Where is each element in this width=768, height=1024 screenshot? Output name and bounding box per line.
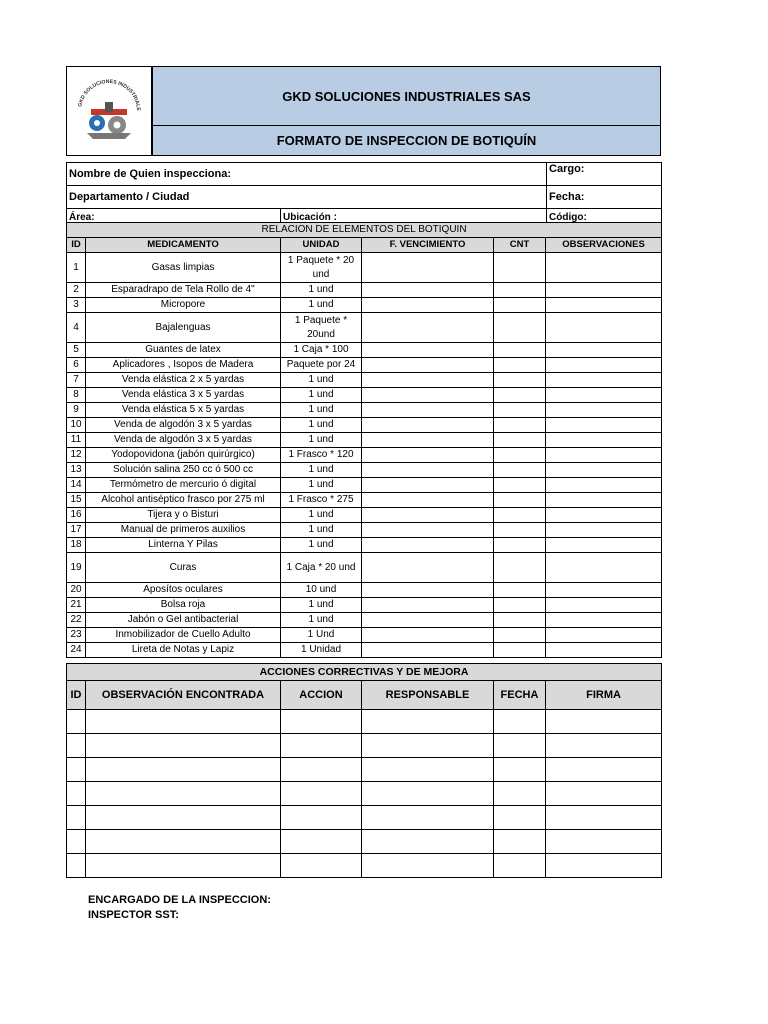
item-count-cell[interactable]: [494, 598, 546, 613]
item-id: 6: [67, 358, 86, 373]
kit-items-table: [66, 222, 662, 658]
item-id: 5: [67, 343, 86, 358]
action-cell[interactable]: [281, 806, 362, 830]
item-name: Alcohol antiséptico frasco por 275 ml: [86, 493, 281, 508]
action-cell[interactable]: [494, 830, 546, 854]
fecha-label: Fecha:: [549, 191, 585, 203]
item-count-cell[interactable]: [494, 613, 546, 628]
corrective-actions-table: [66, 663, 662, 878]
item-expiry-cell[interactable]: [362, 373, 494, 388]
item-name: Inmobilizador de Cuello Adulto: [86, 628, 281, 643]
item-observation-cell[interactable]: [546, 403, 662, 418]
item-count-cell[interactable]: [494, 373, 546, 388]
item-name: Venda elástica 5 x 5 yardas: [86, 403, 281, 418]
item-unit: 1 Caja * 20 und: [281, 553, 362, 583]
action-cell[interactable]: [546, 830, 662, 854]
item-count-cell[interactable]: [494, 538, 546, 553]
svg-text:GKD SOLUCIONES INDUSTRIALES S.: [67, 67, 141, 112]
actions-col-observacion: OBSERVACIÓN ENCONTRADA: [86, 681, 281, 710]
item-id: 17: [67, 523, 86, 538]
item-expiry-cell[interactable]: [362, 598, 494, 613]
item-observation-cell[interactable]: [546, 313, 662, 343]
item-expiry-cell[interactable]: [362, 403, 494, 418]
item-unit: 1 und: [281, 598, 362, 613]
item-name: Gasas limpias: [86, 253, 281, 283]
table-row: [67, 448, 662, 463]
cargo-field[interactable]: [547, 163, 662, 186]
item-name: Lireta de Notas y Lapiz: [86, 643, 281, 658]
item-name: Manual de primeros auxilios: [86, 523, 281, 538]
item-unit: 1 Frasco * 120: [281, 448, 362, 463]
inspector-name-field[interactable]: [67, 163, 547, 186]
item-unit: 1 Paquete * 20 und: [281, 253, 362, 283]
item-id: 12: [67, 448, 86, 463]
action-cell[interactable]: [86, 782, 281, 806]
table-row: [67, 643, 662, 658]
actions-col-id: ID: [67, 681, 86, 710]
actions-col-fecha: FECHA: [494, 681, 546, 710]
ubicacion-label: Ubicación :: [283, 211, 337, 223]
col-header-unidad: UNIDAD: [281, 238, 362, 253]
action-cell[interactable]: [86, 806, 281, 830]
action-cell[interactable]: [281, 758, 362, 782]
item-id: 21: [67, 598, 86, 613]
item-unit: 1 und: [281, 403, 362, 418]
item-expiry-cell[interactable]: [362, 283, 494, 298]
col-header-medicamento: MEDICAMENTO: [86, 238, 281, 253]
company-name: GKD SOLUCIONES INDUSTRIALES SAS: [153, 67, 660, 126]
item-count-cell[interactable]: [494, 628, 546, 643]
item-count-cell[interactable]: [494, 478, 546, 493]
item-count-cell[interactable]: [494, 298, 546, 313]
action-cell[interactable]: [281, 854, 362, 878]
action-cell[interactable]: [494, 758, 546, 782]
item-name: Micropore: [86, 298, 281, 313]
table-row: [67, 523, 662, 538]
item-id: 10: [67, 418, 86, 433]
action-cell[interactable]: [362, 854, 494, 878]
table-row: [67, 538, 662, 553]
item-name: Bolsa roja: [86, 598, 281, 613]
table-row: [67, 493, 662, 508]
table-row: [67, 598, 662, 613]
item-id: 9: [67, 403, 86, 418]
item-count-cell[interactable]: [494, 283, 546, 298]
item-unit: 1 und: [281, 613, 362, 628]
item-expiry-cell[interactable]: [362, 388, 494, 403]
item-id: 3: [67, 298, 86, 313]
action-cell[interactable]: [86, 734, 281, 758]
item-expiry-cell[interactable]: [362, 493, 494, 508]
action-cell[interactable]: [86, 854, 281, 878]
table-row: [67, 313, 662, 343]
item-id: 22: [67, 613, 86, 628]
action-cell[interactable]: [281, 782, 362, 806]
item-observation-cell[interactable]: [546, 523, 662, 538]
item-unit: 1 Unidad: [281, 643, 362, 658]
item-observation-cell[interactable]: [546, 553, 662, 583]
items-section-title: RELACION DE ELEMENTOS DEL BOTIQUIN: [67, 223, 662, 238]
fecha-field[interactable]: [547, 186, 662, 209]
col-header-observaciones: OBSERVACIONES: [546, 238, 662, 253]
action-cell[interactable]: [546, 758, 662, 782]
item-expiry-cell[interactable]: [362, 448, 494, 463]
table-row: [67, 358, 662, 373]
item-expiry-cell[interactable]: [362, 418, 494, 433]
item-unit: 1 und: [281, 478, 362, 493]
item-observation-cell[interactable]: [546, 358, 662, 373]
actions-col-responsable: RESPONSABLE: [362, 681, 494, 710]
action-cell[interactable]: [494, 806, 546, 830]
actions-section-title: ACCIONES CORRECTIVAS Y DE MEJORA: [67, 664, 662, 681]
item-unit: 10 und: [281, 583, 362, 598]
item-name: Venda de algodón 3 x 5 yardas: [86, 418, 281, 433]
item-count-cell[interactable]: [494, 448, 546, 463]
company-logo: [67, 67, 151, 155]
action-cell[interactable]: [67, 710, 86, 734]
item-observation-cell[interactable]: [546, 298, 662, 313]
table-row: [67, 298, 662, 313]
action-cell[interactable]: [546, 710, 662, 734]
department-label: Departamento / Ciudad: [69, 191, 190, 203]
item-unit: 1 und: [281, 418, 362, 433]
item-id: 4: [67, 313, 86, 343]
item-name: Aplicadores , Isopos de Madera: [86, 358, 281, 373]
item-unit: 1 und: [281, 283, 362, 298]
item-observation-cell[interactable]: [546, 253, 662, 283]
table-row: [67, 583, 662, 598]
action-cell[interactable]: [546, 854, 662, 878]
item-count-cell[interactable]: [494, 508, 546, 523]
action-cell[interactable]: [362, 710, 494, 734]
item-count-cell[interactable]: [494, 463, 546, 478]
item-observation-cell[interactable]: [546, 493, 662, 508]
table-row: [67, 734, 662, 758]
item-unit: 1 und: [281, 298, 362, 313]
table-row: [67, 283, 662, 298]
action-cell[interactable]: [86, 830, 281, 854]
actions-col-accion: ACCION: [281, 681, 362, 710]
item-expiry-cell[interactable]: [362, 478, 494, 493]
table-row: [67, 553, 662, 583]
item-name: Tijera y o Bisturi: [86, 508, 281, 523]
item-unit: 1 und: [281, 463, 362, 478]
action-cell[interactable]: [494, 782, 546, 806]
table-row: [67, 830, 662, 854]
inspection-info-table: [66, 162, 662, 226]
item-expiry-cell[interactable]: [362, 643, 494, 658]
item-count-cell[interactable]: [494, 553, 546, 583]
item-expiry-cell[interactable]: [362, 583, 494, 598]
item-count-cell[interactable]: [494, 253, 546, 283]
action-cell[interactable]: [362, 758, 494, 782]
item-expiry-cell[interactable]: [362, 253, 494, 283]
col-header-id: ID: [67, 238, 86, 253]
item-name: Venda elástica 2 x 5 yardas: [86, 373, 281, 388]
item-id: 14: [67, 478, 86, 493]
item-id: 16: [67, 508, 86, 523]
item-expiry-cell[interactable]: [362, 508, 494, 523]
action-cell[interactable]: [281, 830, 362, 854]
action-cell[interactable]: [281, 734, 362, 758]
table-row: [67, 782, 662, 806]
item-unit: Paquete por 24: [281, 358, 362, 373]
item-id: 20: [67, 583, 86, 598]
encargado-label: ENCARGADO DE LA INSPECCION:: [88, 894, 271, 906]
item-id: 23: [67, 628, 86, 643]
cargo-label: Cargo:: [549, 163, 585, 175]
item-count-cell[interactable]: [494, 583, 546, 598]
item-id: 19: [67, 553, 86, 583]
inspector-sst-label: INSPECTOR SST:: [88, 909, 179, 921]
action-cell[interactable]: [281, 710, 362, 734]
item-count-cell[interactable]: [494, 433, 546, 448]
item-unit: 1 Und: [281, 628, 362, 643]
item-id: 8: [67, 388, 86, 403]
logo-text: GKD SOLUCIONES INDUSTRIALE: [77, 78, 142, 112]
signature-block: [88, 893, 271, 923]
table-row: [67, 418, 662, 433]
item-observation-cell[interactable]: [546, 508, 662, 523]
action-cell[interactable]: [67, 806, 86, 830]
item-observation-cell[interactable]: [546, 418, 662, 433]
action-cell[interactable]: [67, 734, 86, 758]
codigo-label: Código:: [549, 211, 587, 223]
form-title: FORMATO DE INSPECCION DE BOTIQUÍN: [153, 126, 660, 155]
item-expiry-cell[interactable]: [362, 553, 494, 583]
items-column-headers: [67, 238, 662, 253]
item-observation-cell[interactable]: [546, 538, 662, 553]
item-expiry-cell[interactable]: [362, 538, 494, 553]
item-id: 11: [67, 433, 86, 448]
action-cell[interactable]: [494, 710, 546, 734]
action-cell[interactable]: [67, 758, 86, 782]
table-row: [67, 463, 662, 478]
item-expiry-cell[interactable]: [362, 523, 494, 538]
item-observation-cell[interactable]: [546, 343, 662, 358]
item-name: Venda elástica 3 x 5 yardas: [86, 388, 281, 403]
table-row: [67, 758, 662, 782]
item-id: 24: [67, 643, 86, 658]
action-cell[interactable]: [494, 854, 546, 878]
table-row: [67, 388, 662, 403]
item-expiry-cell[interactable]: [362, 613, 494, 628]
item-id: 1: [67, 253, 86, 283]
item-observation-cell[interactable]: [546, 388, 662, 403]
item-name: Guantes de latex: [86, 343, 281, 358]
item-observation-cell[interactable]: [546, 373, 662, 388]
item-expiry-cell[interactable]: [362, 628, 494, 643]
item-unit: 1 und: [281, 373, 362, 388]
item-id: 2: [67, 283, 86, 298]
table-row: [67, 710, 662, 734]
item-count-cell[interactable]: [494, 523, 546, 538]
item-id: 18: [67, 538, 86, 553]
action-cell[interactable]: [546, 734, 662, 758]
table-row: [67, 854, 662, 878]
item-unit: 1 und: [281, 508, 362, 523]
action-cell[interactable]: [86, 758, 281, 782]
item-name: Bajalenguas: [86, 313, 281, 343]
inspector-label: Nombre de Quien inspecciona:: [69, 168, 231, 180]
item-count-cell[interactable]: [494, 643, 546, 658]
item-expiry-cell[interactable]: [362, 298, 494, 313]
logo-cell: [67, 67, 153, 155]
item-unit: 1 Paquete * 20und: [281, 313, 362, 343]
action-cell[interactable]: [546, 806, 662, 830]
table-row: [67, 343, 662, 358]
item-unit: 1 und: [281, 388, 362, 403]
item-id: 7: [67, 373, 86, 388]
item-observation-cell[interactable]: [546, 598, 662, 613]
item-expiry-cell[interactable]: [362, 358, 494, 373]
action-cell[interactable]: [67, 854, 86, 878]
action-cell[interactable]: [86, 710, 281, 734]
item-name: Jabón o Gel antibacterial: [86, 613, 281, 628]
item-name: Yodopovidona (jabón quirúrgico): [86, 448, 281, 463]
area-label: Área:: [69, 211, 95, 223]
item-observation-cell[interactable]: [546, 643, 662, 658]
item-count-cell[interactable]: [494, 358, 546, 373]
table-row: [67, 403, 662, 418]
item-count-cell[interactable]: [494, 343, 546, 358]
action-cell[interactable]: [494, 734, 546, 758]
col-header-vencimiento: F. VENCIMIENTO: [362, 238, 494, 253]
action-cell[interactable]: [362, 830, 494, 854]
item-count-cell[interactable]: [494, 403, 546, 418]
action-cell[interactable]: [67, 782, 86, 806]
item-observation-cell[interactable]: [546, 583, 662, 598]
item-observation-cell[interactable]: [546, 478, 662, 493]
actions-column-headers: [67, 681, 662, 710]
item-observation-cell[interactable]: [546, 613, 662, 628]
item-expiry-cell[interactable]: [362, 343, 494, 358]
item-unit: 1 und: [281, 523, 362, 538]
table-row: [67, 478, 662, 493]
item-expiry-cell[interactable]: [362, 433, 494, 448]
item-id: 15: [67, 493, 86, 508]
item-name: Esparadrapo de Tela Rollo de 4": [86, 283, 281, 298]
item-unit: 1 und: [281, 433, 362, 448]
table-row: [67, 433, 662, 448]
item-name: Termómetro de mercurio ó digital: [86, 478, 281, 493]
item-name: Venda de algodón 3 x 5 yardas: [86, 433, 281, 448]
action-cell[interactable]: [546, 782, 662, 806]
table-row: [67, 628, 662, 643]
item-observation-cell[interactable]: [546, 628, 662, 643]
item-observation-cell[interactable]: [546, 433, 662, 448]
item-unit: 1 Frasco * 275: [281, 493, 362, 508]
item-id: 13: [67, 463, 86, 478]
item-observation-cell[interactable]: [546, 283, 662, 298]
item-name: Linterna Y Pilas: [86, 538, 281, 553]
item-unit: 1 Caja * 100: [281, 343, 362, 358]
item-name: Solución salina 250 cc ó 500 cc: [86, 463, 281, 478]
item-count-cell[interactable]: [494, 388, 546, 403]
table-row: [67, 253, 662, 283]
item-expiry-cell[interactable]: [362, 463, 494, 478]
item-observation-cell[interactable]: [546, 448, 662, 463]
action-cell[interactable]: [362, 806, 494, 830]
item-count-cell[interactable]: [494, 418, 546, 433]
department-field[interactable]: [67, 186, 547, 209]
actions-col-firma: FIRMA: [546, 681, 662, 710]
table-row: [67, 373, 662, 388]
table-row: [67, 806, 662, 830]
action-cell[interactable]: [362, 782, 494, 806]
form-header: [66, 66, 661, 156]
item-unit: 1 und: [281, 538, 362, 553]
item-observation-cell[interactable]: [546, 463, 662, 478]
item-count-cell[interactable]: [494, 313, 546, 343]
item-name: Curas: [86, 553, 281, 583]
col-header-cnt: CNT: [494, 238, 546, 253]
action-cell[interactable]: [67, 830, 86, 854]
item-expiry-cell[interactable]: [362, 313, 494, 343]
item-count-cell[interactable]: [494, 493, 546, 508]
action-cell[interactable]: [362, 734, 494, 758]
table-row: [67, 508, 662, 523]
table-row: [67, 613, 662, 628]
item-name: Aposítos oculares: [86, 583, 281, 598]
